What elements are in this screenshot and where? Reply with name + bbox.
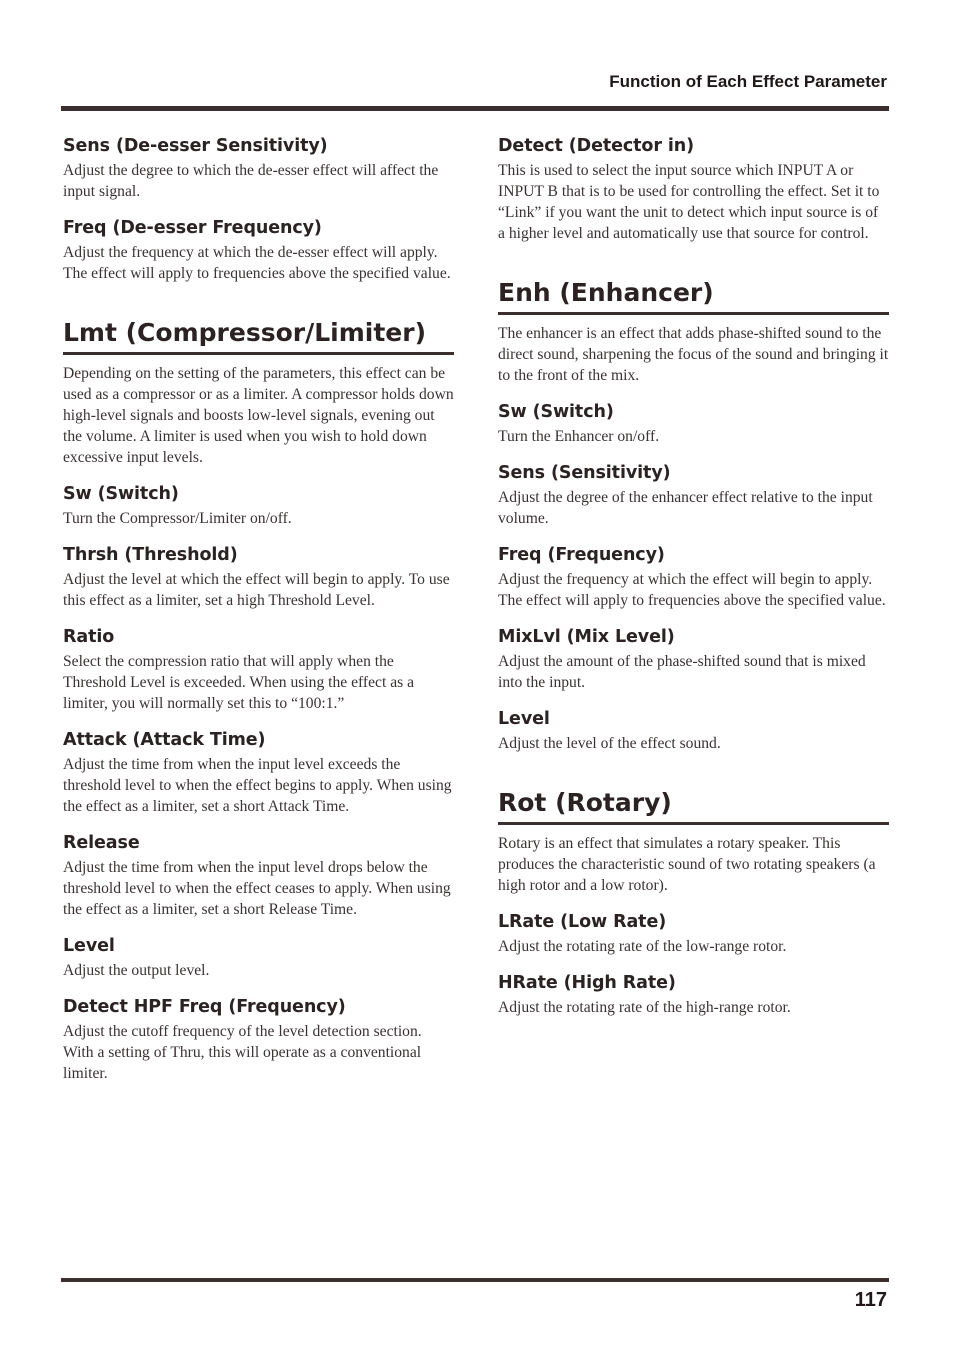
param-title: Release — [63, 833, 140, 853]
param-title: MixLvl (Mix Level) — [498, 627, 675, 647]
section-intro: The enhancer is an effect that adds phase-shifted sound to the direct sound, sharpening the focus of the sound and bringing it to the front of the mix. — [498, 325, 889, 384]
param-block — [63, 134, 454, 202]
param-title: Sens (De-esser Sensitivity) — [63, 136, 328, 156]
param-block — [498, 400, 889, 447]
param-title: Sw (Switch) — [63, 484, 179, 504]
left-column — [63, 134, 454, 1098]
param-description: Adjust the frequency at which the effect will begin to apply. The effect will apply to frequencies above the specified value. — [498, 571, 886, 609]
param-block — [63, 482, 454, 529]
param-description: Adjust the time from when the input level drops below the threshold level to when the effect ceases to apply. When using the effect as a limiter, set a short Release Time. — [63, 859, 451, 918]
param-title: Detect HPF Freq (Frequency) — [63, 997, 346, 1017]
param-description: Adjust the output level. — [63, 962, 210, 979]
param-title: Freq (Frequency) — [498, 545, 665, 565]
param-block — [63, 543, 454, 611]
param-description: Adjust the level of the effect sound. — [498, 735, 721, 752]
param-block — [498, 910, 889, 957]
section-title: Lmt (Compressor/Limiter) — [63, 316, 454, 355]
param-block — [63, 625, 454, 714]
section-compressor-limiter — [63, 316, 454, 1084]
section-title: Rot (Rotary) — [498, 786, 889, 825]
param-description: Adjust the time from when the input level exceeds the threshold level to when the effect begins to apply. When using the effect as a limiter, set a short Attack Time. — [63, 756, 452, 815]
param-description: Adjust the degree to which the de-esser effect will affect the input signal. — [63, 162, 439, 200]
param-description: Adjust the rotating rate of the low-range rotor. — [498, 938, 787, 955]
param-block — [63, 728, 454, 817]
param-block — [63, 934, 454, 981]
param-description: Turn the Enhancer on/off. — [498, 428, 660, 445]
footer-rule — [61, 1278, 889, 1282]
section-title: Enh (Enhancer) — [498, 276, 889, 315]
param-block — [498, 971, 889, 1018]
page-number: 117 — [854, 1289, 887, 1311]
section-intro: Rotary is an effect that simulates a rotary speaker. This produces the characteristic sound of two rotating speakers (a high rotor and a low rotor). — [498, 835, 876, 894]
param-title: Detect (Detector in) — [498, 136, 695, 156]
param-block — [63, 995, 454, 1084]
param-description: Select the compression ratio that will apply when the Threshold Level is exceeded. When using the effect as a limiter, you will normally set this to “100:1.” — [63, 653, 415, 712]
param-title: Level — [498, 709, 550, 729]
param-title: Freq (De-esser Frequency) — [63, 218, 322, 238]
section-intro: Depending on the setting of the parameters, this effect can be used as a compressor or as a limiter. A compressor holds down high-level signals and boosts low-level signals, evening out the volume. A limiter is used when you wish to hold down excessive input levels. — [63, 365, 454, 466]
param-title: Sw (Switch) — [498, 402, 614, 422]
param-description: Adjust the cutoff frequency of the level detection section. With a setting of Thru, this will operate as a conventional limiter. — [63, 1023, 422, 1082]
param-title: LRate (Low Rate) — [498, 912, 667, 932]
param-description: This is used to select the input source which INPUT A or INPUT B that is to be used for controlling the effect. Set it to “Link” if you want the unit to detect which input source is of a higher level and automatically use that source for control. — [498, 162, 880, 242]
param-title: Attack (Attack Time) — [63, 730, 266, 750]
param-description: Adjust the amount of the phase-shifted sound that is mixed into the input. — [498, 653, 866, 691]
param-title: Ratio — [63, 627, 115, 647]
param-title: Thrsh (Threshold) — [63, 545, 238, 565]
param-title: Level — [63, 936, 115, 956]
param-description: Adjust the frequency at which the de-esser effect will apply. The effect will apply to frequencies above the specified value. — [63, 244, 451, 282]
param-block — [498, 461, 889, 529]
section-enhancer — [498, 276, 889, 754]
param-title: HRate (High Rate) — [498, 973, 676, 993]
param-description: Adjust the level at which the effect will begin to apply. To use this effect as a limiter, set a high Threshold Level. — [63, 571, 450, 609]
param-description: Adjust the rotating rate of the high-range rotor. — [498, 999, 791, 1016]
right-column — [498, 134, 889, 1032]
running-head: Function of Each Effect Parameter — [609, 72, 887, 91]
param-block — [498, 707, 889, 754]
header-rule — [61, 106, 889, 111]
param-block — [498, 543, 889, 611]
param-block — [63, 831, 454, 920]
section-rotary — [498, 786, 889, 1018]
param-description: Adjust the degree of the enhancer effect relative to the input volume. — [498, 489, 873, 527]
param-block — [498, 134, 889, 244]
param-block — [63, 216, 454, 284]
param-title: Sens (Sensitivity) — [498, 463, 671, 483]
param-description: Turn the Compressor/Limiter on/off. — [63, 510, 292, 527]
param-block — [498, 625, 889, 693]
